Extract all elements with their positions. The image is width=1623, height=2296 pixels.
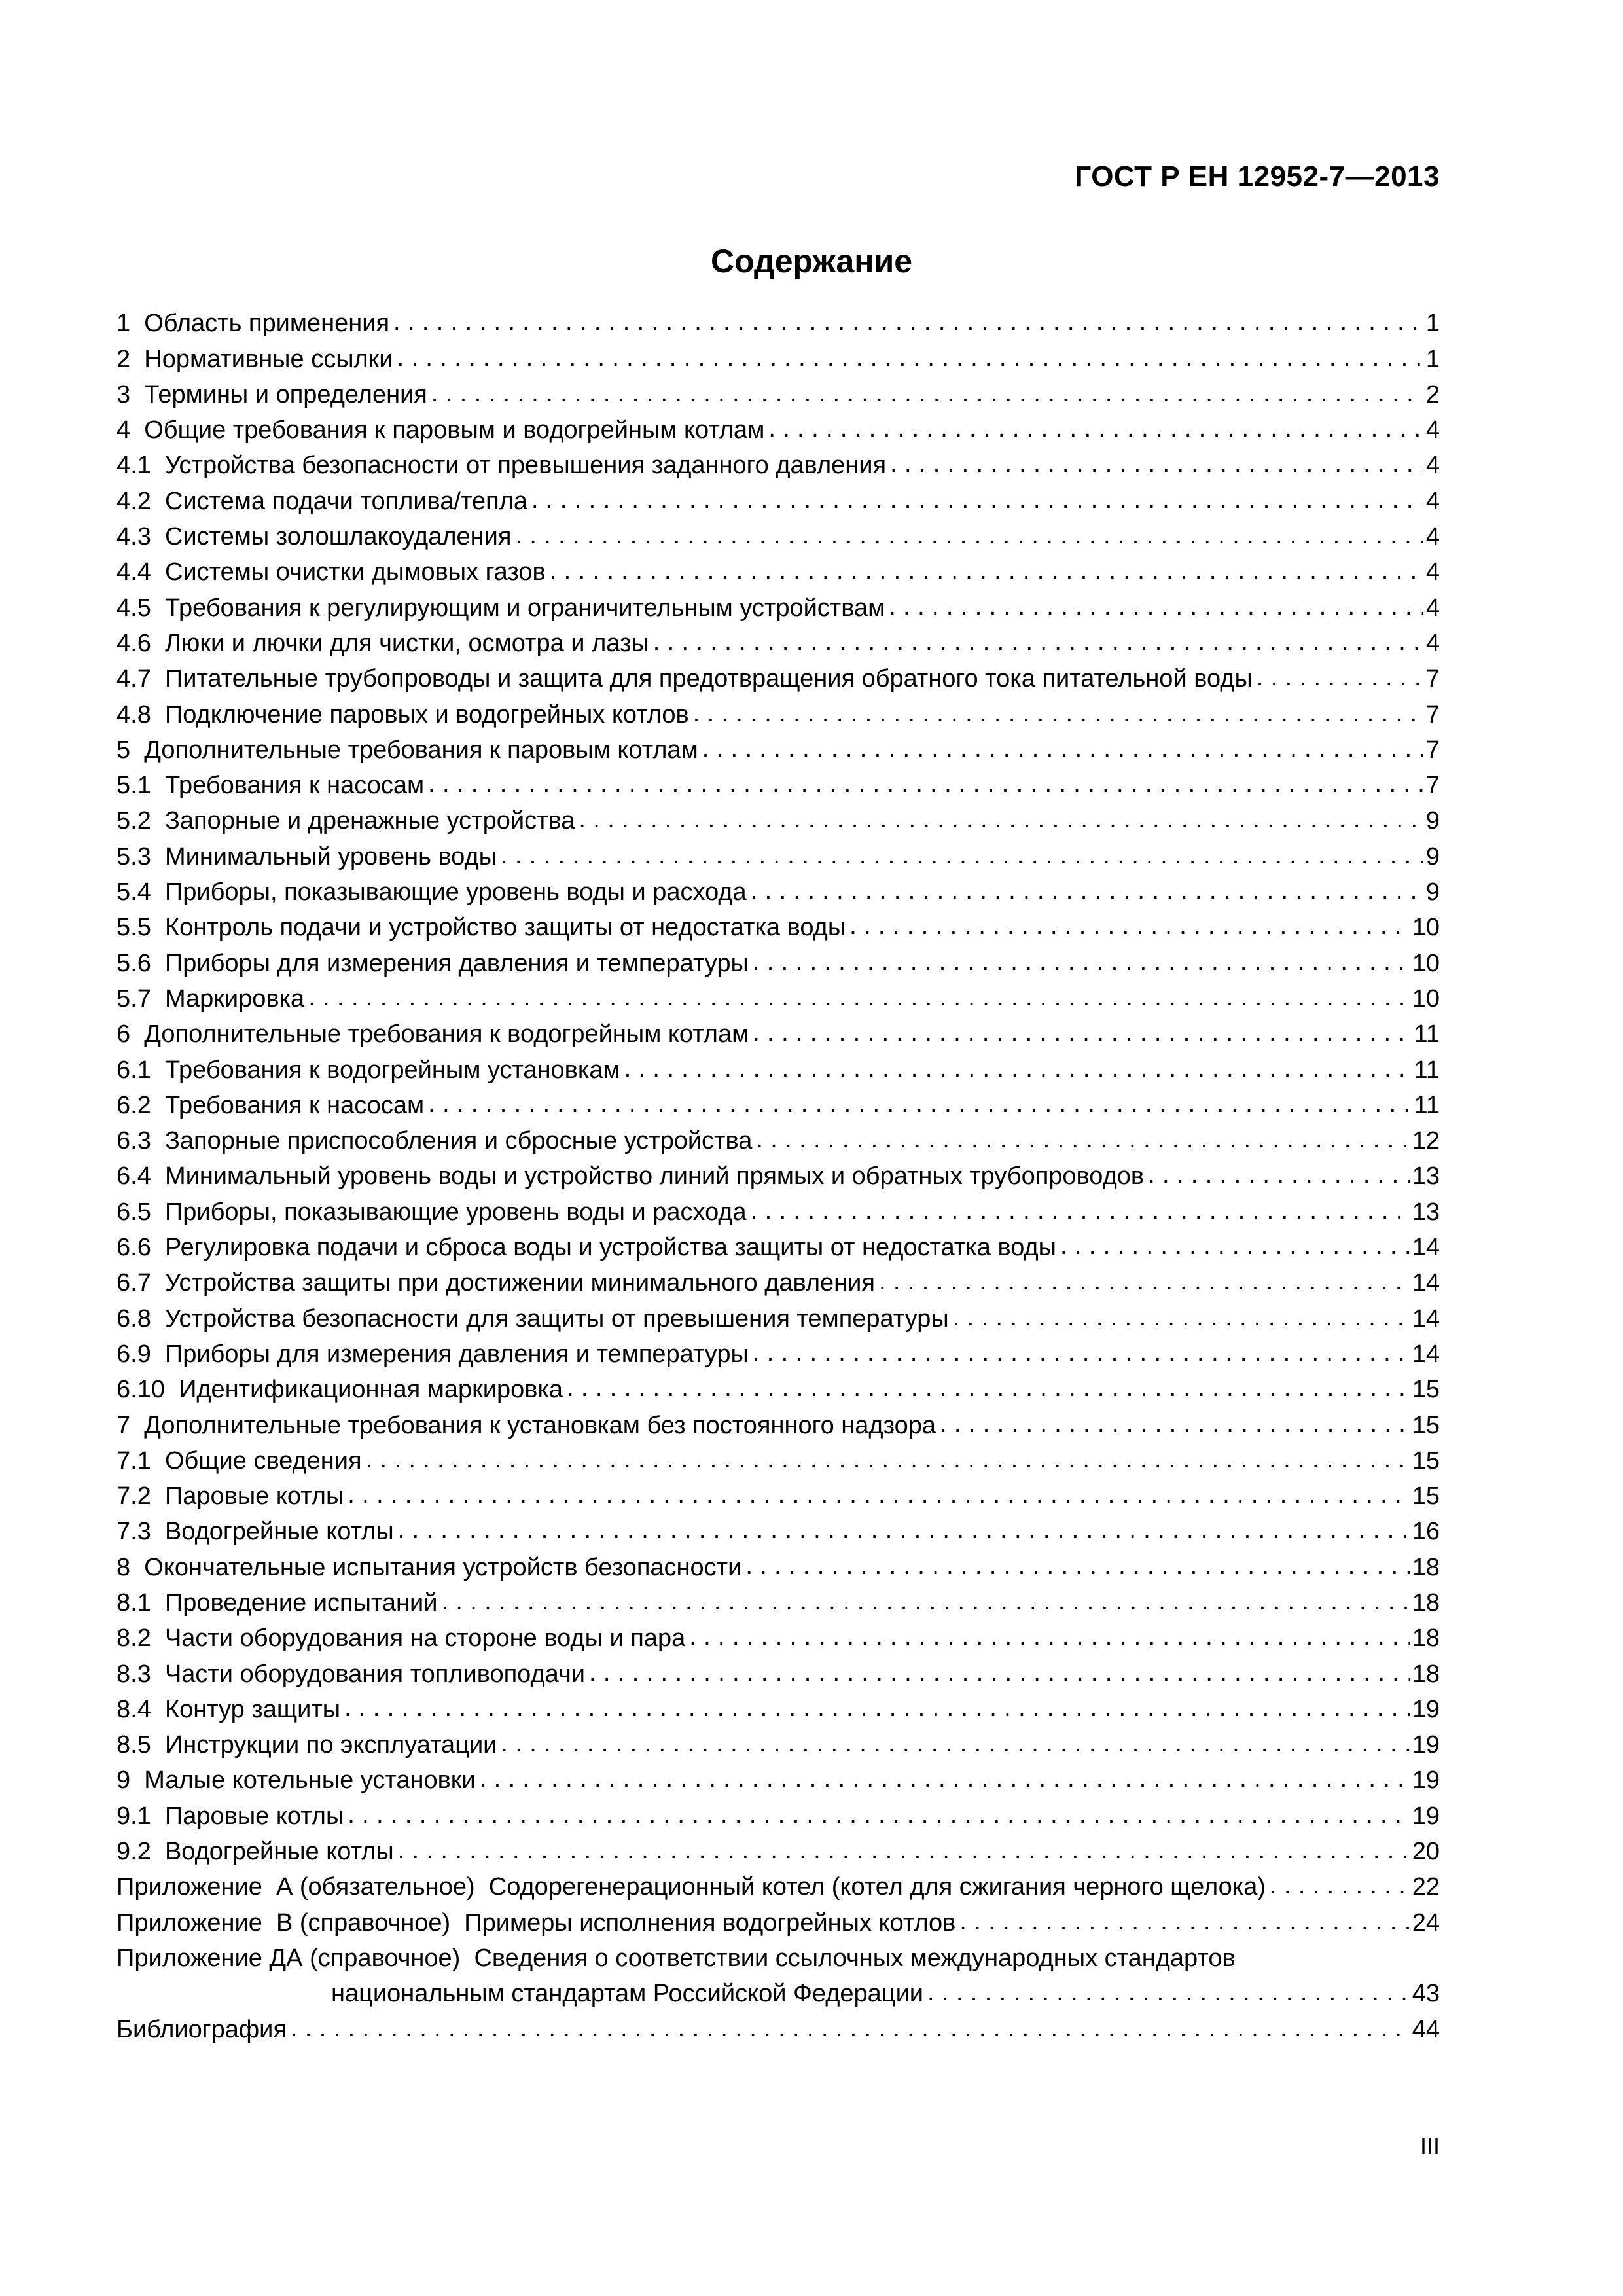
- toc-entry[interactable]: [116, 1297, 1440, 1333]
- document-code: ГОСТ Р ЕН 12952-7—2013: [1075, 160, 1440, 192]
- toc-entry-text: 4.1 Устройства безопасности от превышения заданного давления: [116, 452, 890, 480]
- toc-entry[interactable]: [116, 942, 1440, 977]
- toc-entry-text: 5.1 Требования к насосам: [116, 772, 428, 800]
- toc-leader-dots: [550, 557, 1423, 585]
- toc-entry[interactable]: [116, 693, 1440, 728]
- toc-entry[interactable]: [116, 1155, 1440, 1191]
- toc-leader-dots: [653, 628, 1423, 656]
- toc-leader-dots: [751, 877, 1423, 905]
- toc-entry-page: 24: [1412, 1909, 1440, 1937]
- toc-entry-page: 11: [1414, 1091, 1440, 1119]
- toc-entry-page: 13: [1412, 1198, 1440, 1226]
- toc-entry[interactable]: [116, 906, 1440, 942]
- toc-entry[interactable]: [116, 800, 1440, 835]
- toc-entry-page: 14: [1412, 1234, 1440, 1262]
- toc-entry-page: 2: [1425, 380, 1440, 408]
- toc-leader-dots: [890, 450, 1423, 478]
- toc-entry-text: 4 Общие требования к паровым и водогрейным котлам: [116, 416, 768, 444]
- toc-entry-page: 4: [1425, 452, 1440, 480]
- toc-leader-dots: [927, 1979, 1410, 2007]
- toc-leader-dots: [1270, 1872, 1410, 1900]
- toc-entry[interactable]: [116, 729, 1440, 764]
- toc-entry-text: 8.5 Инструкции по эксплуатации: [116, 1731, 501, 1759]
- toc-entry[interactable]: [116, 1475, 1440, 1511]
- toc-entry-text: 7.2 Паровые котлы: [116, 1482, 348, 1511]
- toc-leader-dots: [344, 1695, 1410, 1723]
- toc-entry-page: 12: [1412, 1127, 1440, 1155]
- toc-entry-page: 20: [1412, 1838, 1440, 1866]
- toc-entry[interactable]: [116, 764, 1440, 800]
- toc-entry-page: 15: [1412, 1446, 1440, 1475]
- page-number: III: [1419, 2132, 1440, 2159]
- toc-entry[interactable]: [116, 1369, 1440, 1404]
- toc-leader-dots: [441, 1588, 1409, 1616]
- toc-entry-text: 9.2 Водогрейные котлы: [116, 1838, 398, 1866]
- toc-leader-dots: [589, 1659, 1410, 1687]
- toc-entry[interactable]: [116, 1689, 1440, 1724]
- toc-leader-dots: [953, 1304, 1410, 1332]
- toc-entry-page: 18: [1412, 1588, 1440, 1617]
- toc-entry-text: 8.3 Части оборудования топливоподачи: [116, 1660, 589, 1689]
- toc-entry-page: 16: [1412, 1518, 1440, 1546]
- toc-entry-text: 6.4 Минимальный уровень воды и устройство линий прямых и обратных трубопроводов: [116, 1162, 1148, 1191]
- toc-entry[interactable]: [116, 1227, 1440, 1262]
- toc-entry-text: 8 Окончательные испытания устройств безопасности: [116, 1554, 745, 1582]
- toc-entry-text: 3 Термины и определения: [116, 381, 431, 409]
- toc-entry[interactable]: [116, 871, 1440, 906]
- toc-entry[interactable]: [116, 1724, 1440, 1759]
- toc-leader-dots: [579, 806, 1423, 834]
- toc-entry[interactable]: [116, 658, 1440, 693]
- toc-entry-text: 5.3 Минимальный уровень воды: [116, 843, 501, 871]
- toc-entry-text: 6.1 Требования к водогрейным установкам: [116, 1056, 624, 1085]
- toc-entry[interactable]: [116, 374, 1440, 409]
- toc-entry-page: 4: [1425, 558, 1440, 586]
- toc-entry[interactable]: [116, 551, 1440, 586]
- toc-leader-dots: [940, 1410, 1410, 1439]
- toc-entry[interactable]: [116, 586, 1440, 622]
- toc-leader-dots: [889, 593, 1423, 621]
- toc-entry-text: 7.3 Водогрейные котлы: [116, 1518, 398, 1546]
- toc-entry-text: 8.4 Контур защиты: [116, 1696, 344, 1724]
- toc-leader-dots: [348, 1801, 1409, 1829]
- toc-entry-text: 1 Область применения: [116, 310, 393, 338]
- toc-entry-text: 4.7 Питательные трубопроводы и защита для предотвращения обратного тока питательной воды: [116, 665, 1257, 693]
- toc-entry[interactable]: [116, 1049, 1440, 1084]
- toc-entry[interactable]: [116, 835, 1440, 870]
- toc-entry-text: 5.6 Приборы для измерения давления и температуры: [116, 950, 753, 978]
- toc-entry-page: 7: [1425, 700, 1440, 728]
- toc-entry-page: 11: [1414, 1020, 1440, 1049]
- toc-entry-text: 6.6 Регулировка подачи и сброса воды и устройства защиты от недостатка воды: [116, 1234, 1060, 1262]
- toc-entry-text: 8.1 Проведение испытаний: [116, 1589, 441, 1617]
- toc-entry-text: 4.8 Подключение паровых и водогрейных котлов: [116, 701, 693, 729]
- toc-leader-dots: [693, 700, 1423, 728]
- toc-entry-text: 4.5 Требования к регулирующим и ограничительным устройствам: [116, 594, 889, 622]
- toc-entry-text: 4.3 Системы золошлакоудаления: [116, 523, 515, 551]
- toc-leader-dots: [1148, 1161, 1410, 1189]
- toc-leader-dots: [1257, 664, 1423, 692]
- toc-entry[interactable]: [116, 1440, 1440, 1475]
- toc-entry[interactable]: [116, 622, 1440, 658]
- toc-leader-dots: [397, 344, 1423, 372]
- toc-leader-dots: [768, 415, 1423, 443]
- toc-entry-page: 10: [1412, 949, 1440, 977]
- toc-entry[interactable]: [116, 1831, 1440, 1866]
- toc-entry-text: 5.4 Приборы, показывающие уровень воды и расхода: [116, 878, 751, 906]
- toc-entry-text: 9 Малые котельные установки: [116, 1767, 480, 1795]
- toc-leader-dots: [702, 735, 1423, 763]
- toc-entry[interactable]: [116, 1191, 1440, 1226]
- toc-entry-text: 6.8 Устройства безопасности для защиты от превышения температуры: [116, 1305, 953, 1333]
- toc-entry-page: 15: [1412, 1482, 1440, 1511]
- toc-entry-page: 22: [1412, 1873, 1440, 1901]
- toc-entry[interactable]: [116, 409, 1440, 444]
- toc-entry-page: 10: [1412, 914, 1440, 942]
- toc-entry-page: 43: [1412, 1980, 1440, 2008]
- toc-entry-page: 19: [1412, 1731, 1440, 1759]
- toc-entry-page: 7: [1425, 772, 1440, 800]
- toc-leader-dots: [515, 522, 1423, 550]
- toc-entry-text: 6.7 Устройства защиты при достижении минимального давления: [116, 1269, 879, 1297]
- toc-entry-appendix-da[interactable]: [116, 1937, 1440, 2009]
- toc-entry[interactable]: [116, 1582, 1440, 1617]
- toc-leader-dots: [753, 1019, 1411, 1047]
- toc-leader-dots: [308, 984, 1410, 1012]
- toc-entry-text: 5.2 Запорные и дренажные устройства: [116, 807, 579, 835]
- toc-leader-dots: [879, 1268, 1410, 1296]
- toc-entry-text: 7.1 Общие сведения: [116, 1447, 366, 1475]
- toc-entry-page: 9: [1425, 878, 1440, 906]
- toc-entry-text: Библиография: [116, 2016, 291, 2044]
- toc-entry-page: 19: [1412, 1695, 1440, 1723]
- toc-entry-page: 10: [1412, 984, 1440, 1013]
- toc-entry-text: 5.5 Контроль подачи и устройство защиты от недостатка воды: [116, 914, 849, 942]
- toc-leader-dots: [291, 2015, 1410, 2043]
- toc-leader-dots: [501, 842, 1423, 870]
- toc-leader-dots: [393, 308, 1423, 336]
- toc-leader-dots: [959, 1908, 1409, 1936]
- toc-entry[interactable]: [116, 1120, 1440, 1155]
- toc-entry-text: 9.1 Паровые котлы: [116, 1803, 348, 1831]
- toc-entry-page: 15: [1412, 1411, 1440, 1439]
- toc-entry[interactable]: [116, 1511, 1440, 1546]
- toc-leader-dots: [1060, 1232, 1410, 1261]
- toc-leader-dots: [348, 1481, 1409, 1509]
- toc-entry-page: 4: [1425, 416, 1440, 444]
- toc-entry-text: 6.10 Идентификационная маркировка: [116, 1376, 567, 1404]
- toc-entry-text: 4.6 Люки и лючки для чистки, осмотра и лазы: [116, 630, 653, 658]
- toc-entry-text: 2 Нормативные ссылки: [116, 346, 397, 374]
- toc-entry-page: 1: [1425, 345, 1440, 373]
- toc-leader-dots: [689, 1623, 1410, 1651]
- toc-entry-text: 5.7 Маркировка: [116, 985, 308, 1013]
- toc-entry-page: 18: [1412, 1624, 1440, 1653]
- toc-leader-dots: [567, 1374, 1410, 1403]
- toc-entry-page: 44: [1412, 2015, 1440, 2043]
- toc-entry-text: 6 Дополнительные требования к водогрейным котлам: [116, 1020, 753, 1049]
- toc-leader-dots: [624, 1055, 1412, 1083]
- toc-entry-text: 6.9 Приборы для измерения давления и температуры: [116, 1340, 753, 1369]
- toc-entry-text: 6.5 Приборы, показывающие уровень воды и расхода: [116, 1198, 751, 1227]
- toc-leader-dots: [428, 770, 1423, 798]
- toc-entry[interactable]: [116, 480, 1440, 515]
- toc-entry-text: 8.2 Части оборудования на стороне воды и пара: [116, 1624, 689, 1653]
- toc-entry-text: 6.3 Запорные приспособления и сбросные устройства: [116, 1127, 756, 1155]
- toc-entry-page: 14: [1412, 1304, 1440, 1333]
- toc-entry[interactable]: [116, 516, 1440, 551]
- toc-leader-dots: [751, 1197, 1410, 1225]
- table-of-contents: [116, 302, 1440, 2044]
- toc-entry[interactable]: [116, 302, 1440, 338]
- toc-entry[interactable]: [116, 1404, 1440, 1439]
- toc-leader-dots: [531, 486, 1423, 514]
- toc-leader-dots: [398, 1837, 1410, 1865]
- toc-entry[interactable]: [116, 338, 1440, 373]
- toc-leader-dots: [366, 1446, 1410, 1474]
- toc-leader-dots: [753, 1339, 1410, 1367]
- toc-entry[interactable]: [116, 1013, 1440, 1049]
- toc-entry-text: 4.4 Системы очистки дымовых газов: [116, 558, 550, 586]
- toc-leader-dots: [501, 1730, 1409, 1758]
- toc-entry[interactable]: [116, 978, 1440, 1013]
- toc-leader-dots: [428, 1090, 1411, 1119]
- toc-entry-page: 13: [1412, 1162, 1440, 1191]
- toc-entry[interactable]: [116, 1901, 1440, 1937]
- toc-entry[interactable]: [116, 1795, 1440, 1830]
- toc-entry[interactable]: [116, 1866, 1440, 1901]
- toc-entry-text: Приложение А (обязательное) Содорегенерационный котел (котел для сжигания черного щелока): [116, 1873, 1270, 1901]
- toc-entry-page: 4: [1425, 629, 1440, 657]
- toc-entry-text: Приложение В (справочное) Примеры исполнения водогрейных котлов: [116, 1909, 959, 1937]
- toc-entry-page: 15: [1412, 1376, 1440, 1404]
- toc-entry[interactable]: [116, 1262, 1440, 1297]
- toc-entry[interactable]: [116, 1653, 1440, 1688]
- toc-entry-page: 19: [1412, 1767, 1440, 1795]
- toc-entry-page: 9: [1425, 807, 1440, 835]
- toc-leader-dots: [745, 1552, 1409, 1581]
- toc-entry[interactable]: [116, 1759, 1440, 1795]
- toc-entry-page: 1: [1425, 310, 1440, 338]
- toc-leader-dots: [398, 1516, 1410, 1545]
- toc-entry-text: 6.2 Требования к насосам: [116, 1092, 428, 1120]
- toc-entry-page: 18: [1412, 1660, 1440, 1688]
- toc-entry[interactable]: [116, 1617, 1440, 1653]
- toc-leader-dots: [480, 1765, 1410, 1793]
- toc-entry-page: 19: [1412, 1802, 1440, 1830]
- page-title: Содержание: [710, 243, 913, 279]
- toc-entry[interactable]: [116, 1333, 1440, 1369]
- toc-entry-text: 7 Дополнительные требования к установкам без постоянного надзора: [116, 1412, 940, 1440]
- toc-entry-page: 4: [1425, 487, 1440, 515]
- toc-leader-dots: [756, 1126, 1409, 1154]
- toc-leader-dots: [849, 912, 1410, 941]
- toc-entry-page: 14: [1412, 1340, 1440, 1368]
- toc-entry-page: 7: [1425, 736, 1440, 764]
- toc-leader-dots: [431, 380, 1423, 408]
- toc-entry-page: 14: [1412, 1269, 1440, 1297]
- toc-entry[interactable]: [116, 444, 1440, 480]
- toc-entry-text-continued: национальным стандартам Российской Федерации: [331, 1980, 927, 2008]
- toc-entry-text: Приложение ДА (справочное) Сведения о соответствии ссылочных международных стандартов: [116, 1944, 1236, 1972]
- toc-entry-page: 11: [1414, 1056, 1440, 1084]
- toc-entry-page: 4: [1425, 523, 1440, 551]
- toc-entry-bibliography[interactable]: [116, 2008, 1440, 2043]
- toc-entry-page: 18: [1412, 1553, 1440, 1581]
- toc-entry-text: 5 Дополнительные требования к паровым котлам: [116, 736, 702, 764]
- toc-entry-page: 4: [1425, 594, 1440, 622]
- toc-entry-page: 7: [1425, 665, 1440, 693]
- toc-entry-page: 9: [1425, 842, 1440, 870]
- toc-entry[interactable]: [116, 1546, 1440, 1581]
- toc-entry-text: 4.2 Система подачи топлива/тепла: [116, 488, 531, 516]
- toc-leader-dots: [753, 948, 1410, 977]
- toc-entry[interactable]: [116, 1085, 1440, 1120]
